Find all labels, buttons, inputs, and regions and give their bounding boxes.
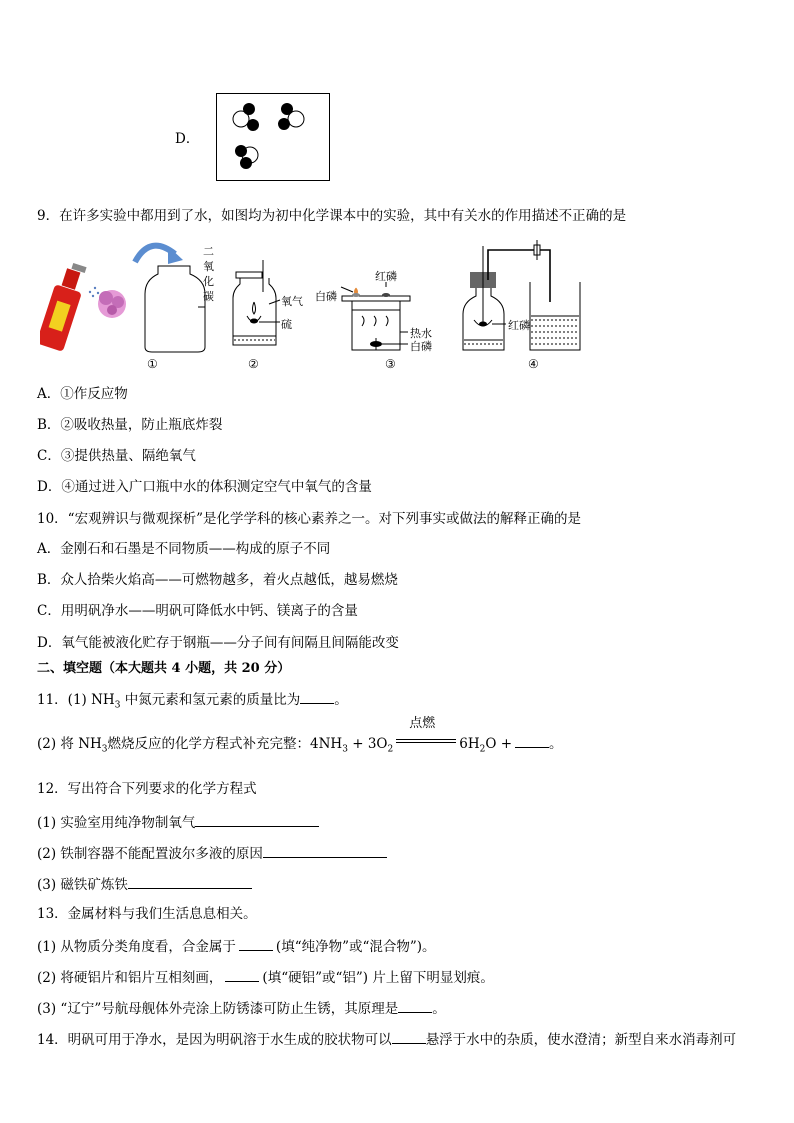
answer-blank[interactable] [515, 733, 549, 748]
section-title: 二、填空题（本大题共 4 小题，共 20 分） [37, 661, 291, 676]
fig-caption-4: ④ [528, 357, 539, 371]
q10-option-c: C．用明矾净水——明矾可降低水中钙、镁离子的含量 [37, 603, 358, 619]
fig3-label-red-phosphorus: 红磷 [375, 270, 397, 283]
q9-option-d: D．④通过进入广口瓶中水的体积测定空气中氧气的含量 [37, 479, 372, 495]
fig2-label-sulfur: 硫 [281, 318, 292, 331]
answer-blank[interactable] [195, 812, 319, 827]
answer-blank[interactable] [300, 689, 334, 704]
fig4-label-red-phosphorus: 红磷 [508, 319, 530, 332]
fig1-label: 二氧化碳 [203, 245, 214, 303]
q12-item-1: (1) 实验室用纯净物制氧气 [37, 812, 319, 832]
q9-option-b: B．②吸收热量，防止瓶底炸裂 [37, 417, 223, 433]
q13-stem: 13．金属材料与我们生活息息相关。 [37, 906, 257, 922]
q10-option-d: D．氧气能被液化贮存于钢瓶——分子间有间隔且间隔能改变 [37, 635, 399, 651]
answer-blank[interactable] [392, 1029, 426, 1044]
fig3-label-hot-water: 热水 [410, 327, 432, 340]
fig3-label-white-phosphorus-top: 白磷 [315, 290, 337, 303]
q11-part2: (2) 将 $NH_3$燃烧反应的化学方程式补充完整：$4NH_3 + 3O_2$ 点燃 $6H_2O$ + 。 [37, 716, 563, 755]
fig-caption-3: ③ [385, 357, 396, 371]
q12-stem: 12．写出符合下列要求的化学方程式 [37, 781, 257, 797]
q11-part1: 11．(1) $NH_3$ 中氮元素和氢元素的质量比为 。 [37, 689, 348, 715]
q12-item-2: (2) 铁制容器不能配置波尔多液的原因 [37, 843, 387, 863]
q12-item-3: (3) 磁铁矿炼铁 [37, 874, 252, 894]
fig3-label-white-phosphorus-bottom: 白磷 [410, 340, 432, 353]
q9-stem: 9．在许多实验中都用到了水，如图均为初中化学课本中的实验，其中有关水的作用描述不正确的是 [37, 208, 627, 224]
molecule-diagram [216, 93, 330, 181]
q13-item-1: (1) 从物质分类角度看，合金属于 (填“纯净物”或“混合物”)。 [37, 936, 436, 956]
q9-option-c: C．③提供热量、隔绝氧气 [37, 448, 196, 464]
q10-option-a: A．金刚石和石墨是不同物质——构成的原子不同 [37, 541, 331, 557]
fig-caption-1: ① [147, 357, 158, 371]
fig-caption-2: ② [248, 357, 259, 371]
option-d-label: D． [175, 131, 200, 147]
answer-blank[interactable] [239, 936, 273, 951]
flower-icon [98, 290, 126, 318]
answer-blank[interactable] [225, 967, 259, 982]
q14-text: 14．明矾可用于净水，是因为明矾溶于水生成的胶状物可以 悬浮于水中的杂质，使水澄清；新型自来水消毒剂可 [37, 1029, 736, 1049]
q13-item-2: (2) 将硬铝片和铝片互相刻画， (填“硬铝”或“铝”) 片上留下明显划痕。 [37, 967, 494, 987]
q10-stem: 10．“宏观辨识与微观探析”是化学学科的核心素养之一。对下列事实或做法的解释正确的是 [37, 511, 581, 527]
spray-bottle-icon [40, 263, 87, 352]
answer-blank[interactable] [128, 874, 252, 889]
q9-option-a: A．①作反应物 [37, 386, 128, 402]
answer-blank[interactable] [398, 998, 432, 1013]
fig2-label-oxygen: 氧气 [281, 295, 303, 308]
answer-blank[interactable] [263, 843, 387, 858]
reaction-condition: 点燃 [396, 734, 456, 748]
q13-item-3: (3) “辽宁”号航母舰体外壳涂上防锈漆可防止生锈，其原理是 。 [37, 998, 446, 1018]
q10-option-b: B．众人拾柴火焰高——可燃物越多，着火点越低，越易燃烧 [37, 572, 398, 588]
